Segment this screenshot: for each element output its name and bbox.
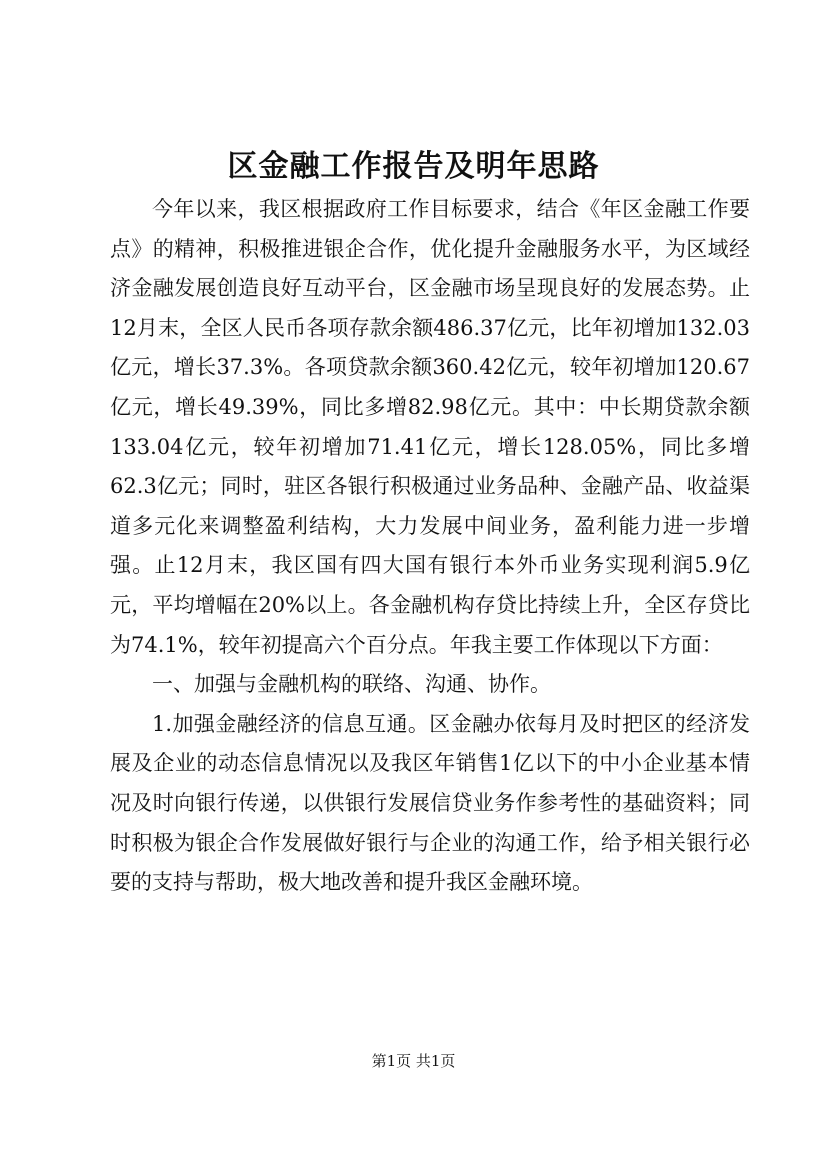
paragraph-item-1: 1.加强金融经济的信息互通。区金融办依每月及时把区的经济发展及企业的动态信息情况以及我区年销售1亿以下的中小企业基本情况及时向银行传递，以供银行发展信贷业务作参考性的基础资料；同时积极为银企合作发展做好银行与企业的沟通工作，给予相关银行必要的支持与帮助，极大地改善和提升我区金融环境。	[110, 711, 750, 895]
paragraph-section-heading: 一、加强与金融机构的联络、沟通、协作。	[152, 672, 551, 697]
page-number-footer: 第1页 共1页	[371, 1052, 456, 1070]
paragraph-intro: 今年以来，我区根据政府工作目标要求，结合《年区金融工作要点》的精神，积极推进银企合作，优化提升金融服务水平，为区域经济金融发展创造良好互动平台，区金融市场呈现良好的发展态势。止12月末，全区人民币各项存款余额486.37亿元，比年初增加132.03亿元，增长37.3%。各项贷款余额360.42亿元，较年初增加120.67亿元，增长49.39%，同比多增82.98亿元。其中：中长期贷款余额133.04亿元，较年初增加71.41亿元，增长128.05%，同比多增62.3亿元；同时，驻区各银行积极通过业务品种、金融产品、收益渠道多元化来调整盈利结构，大力发展中间业务，盈利能力进一步增强。止12月末，我区国有四大国有银行本外币业务实现利润5.9亿元，平均增幅在20%以上。各金融机构存贷比持续上升，全区存贷比为74.1%，较年初提高六个百分点。年我主要工作体现以下方面：	[110, 197, 750, 657]
document-title: 区金融工作报告及明年思路	[227, 149, 600, 184]
document-body	[110, 190, 750, 903]
